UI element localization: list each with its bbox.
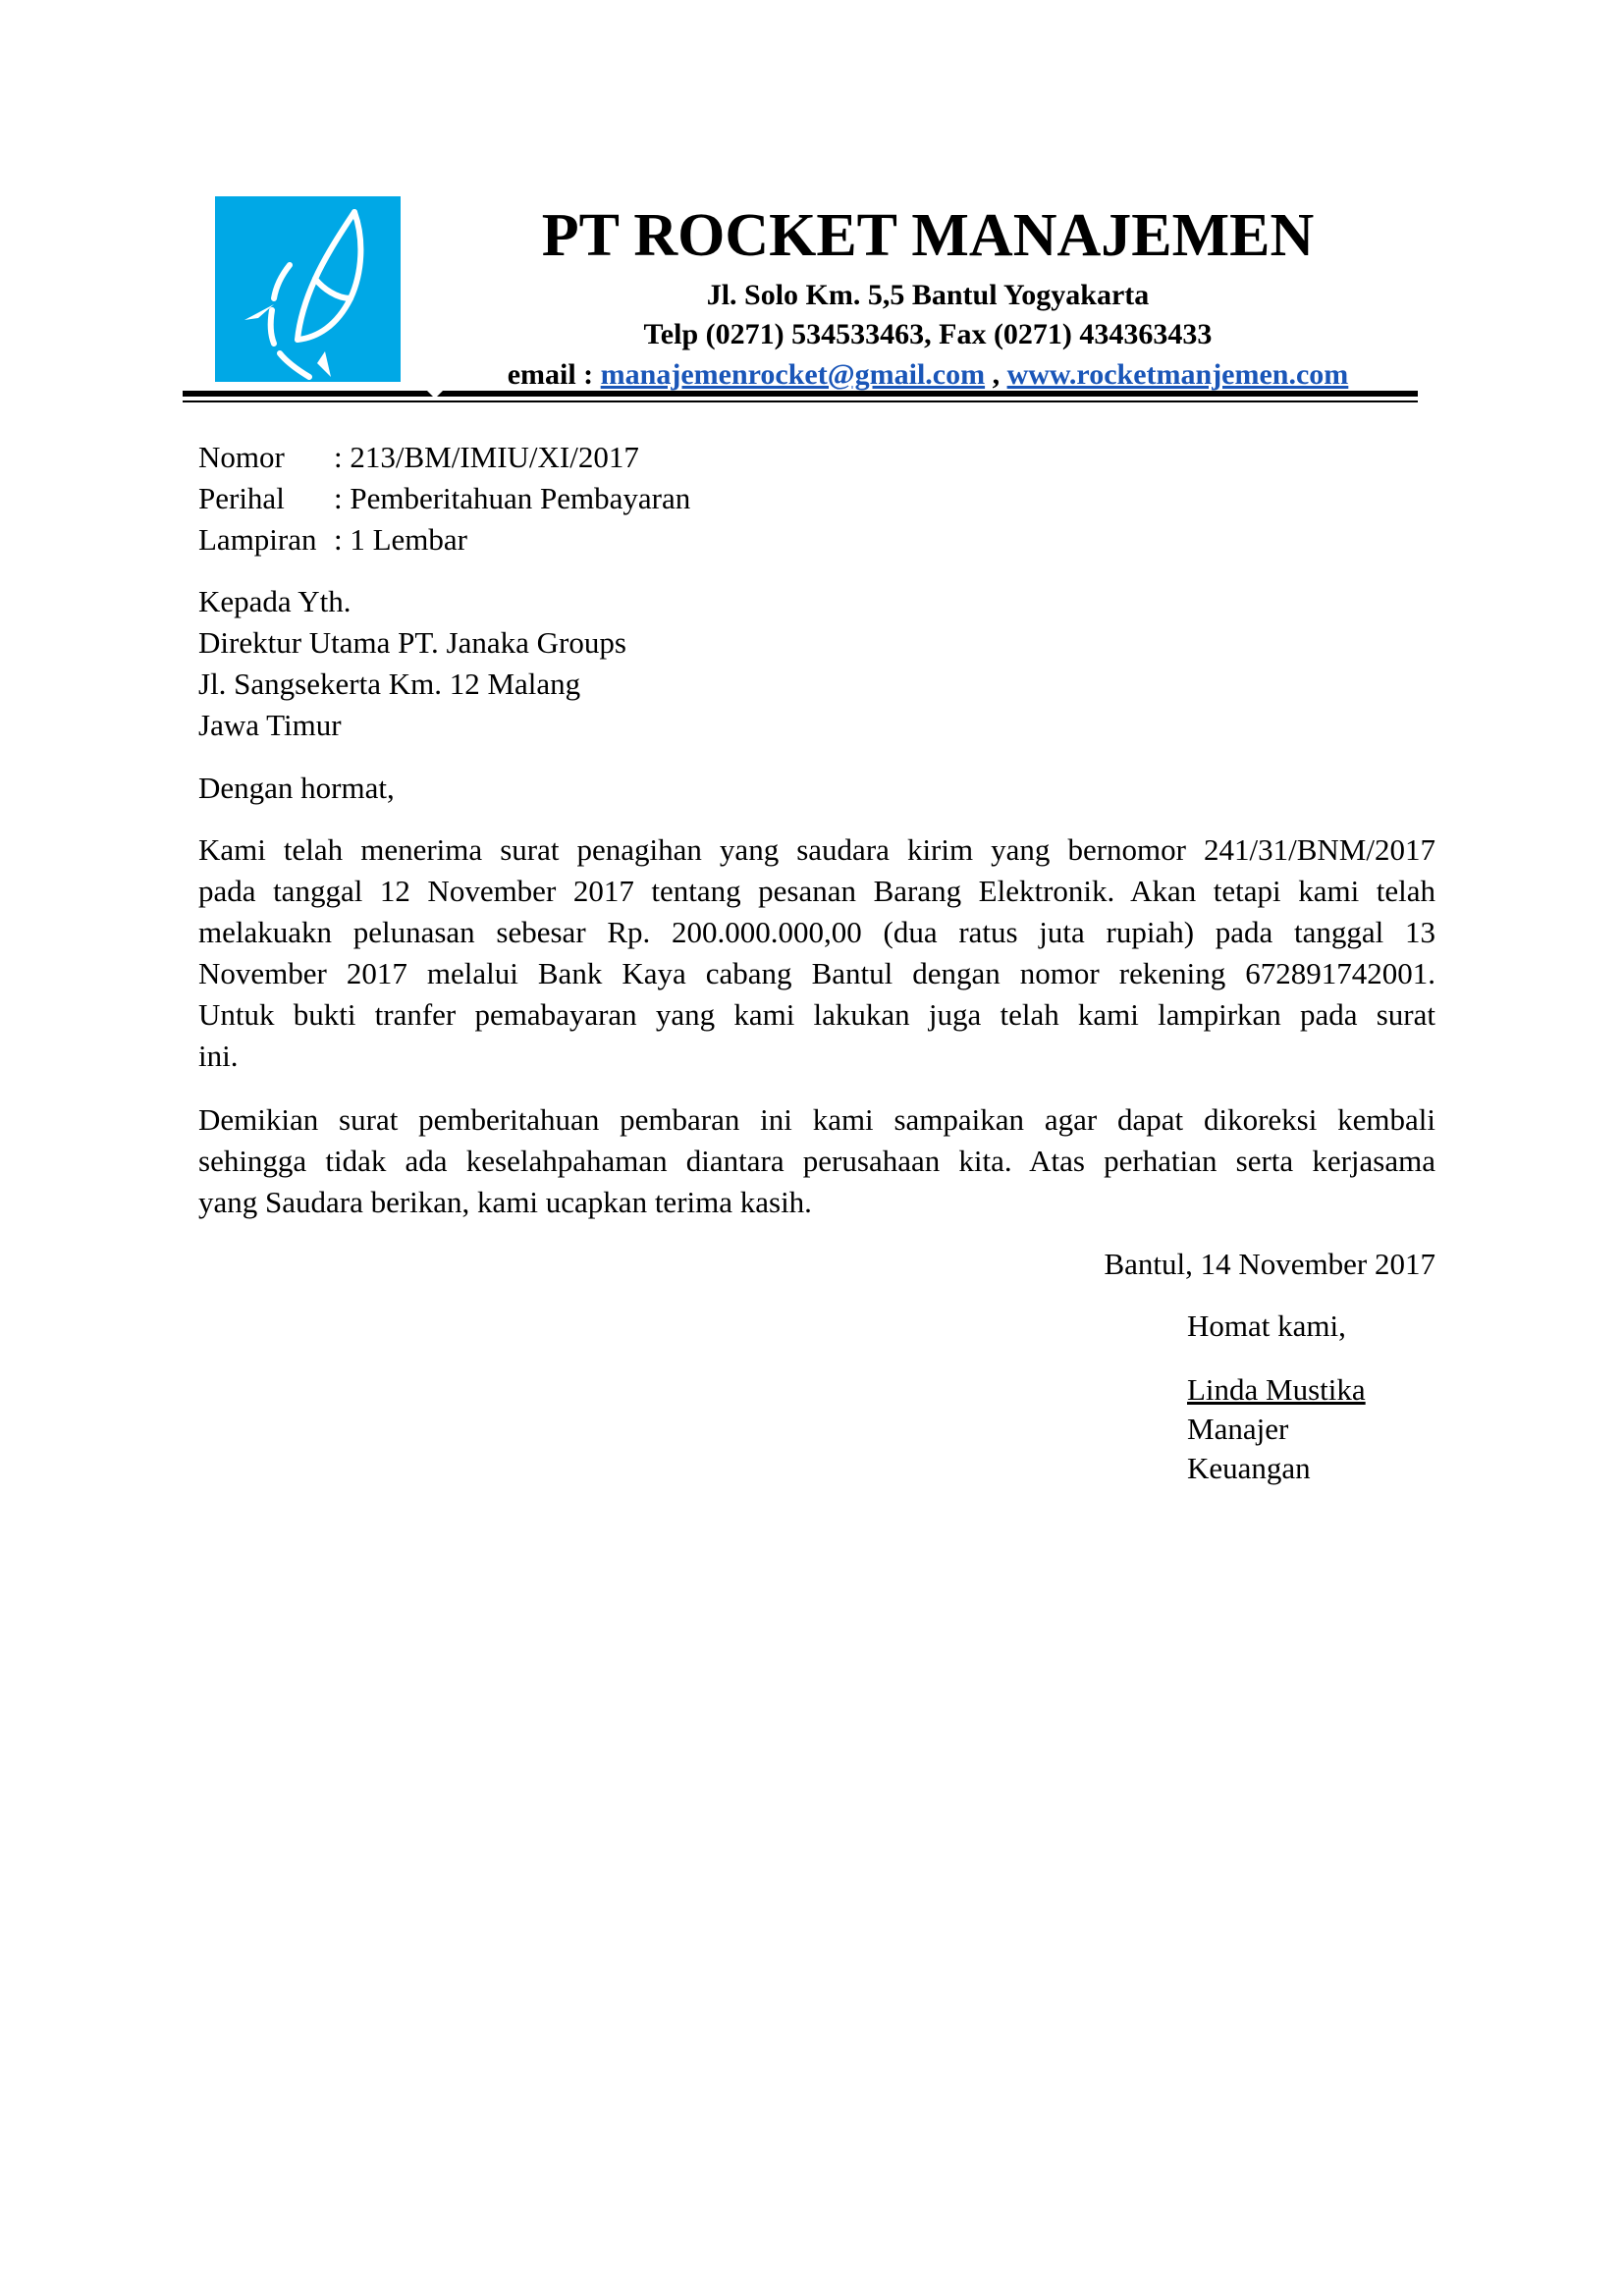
paragraph-line: pada tanggal 12 November 2017 tentang pesanan Barang Elektronik. Akan tetapi kami telah <box>198 874 1435 908</box>
company-phone-fax: Telp (0271) 534533463, Fax (0271) 434363433 <box>643 318 1213 350</box>
paragraph-line: November 2017 melalui Bank Kaya cabang Bantul dengan nomor rekening 672891742001. <box>198 956 1435 990</box>
company-address: Jl. Solo Km. 5,5 Bantul Yogyakarta <box>706 279 1150 311</box>
nomor-label: Nomor <box>198 440 285 474</box>
email-link[interactable]: manajemenrocket@gmail.com <box>600 358 986 391</box>
company-contact-line <box>412 356 1443 394</box>
recipient-name: Direktur Utama PT. Janaka Groups <box>198 625 626 660</box>
paragraph-line: Untuk bukti tranfer pemabayaran yang kami lakukan juga telah kami lampirkan pada surat <box>198 997 1435 1032</box>
contact-separator: , <box>992 358 1001 391</box>
email-label: email : <box>507 358 594 391</box>
recipient-street: Jl. Sangsekerta Km. 12 Malang <box>198 667 581 701</box>
perihal-label: Perihal <box>198 481 285 515</box>
paragraph-line: Demikian surat pemberitahuan pembaran ini kami sampaikan agar dapat dikoreksi kembali <box>198 1102 1435 1137</box>
body-paragraph-1 <box>198 829 1435 1077</box>
signer-title-line2: Keuangan <box>1187 1451 1311 1485</box>
rocket-logo-icon <box>215 196 401 382</box>
website-link[interactable]: www.rocketmanjemen.com <box>1006 358 1349 391</box>
paragraph-line: ini. <box>198 1039 239 1073</box>
signer-title-line1: Manajer <box>1187 1412 1289 1446</box>
perihal-value: : Pemberitahuan Pembayaran <box>334 481 691 515</box>
place-date: Bantul, 14 November 2017 <box>1104 1247 1435 1281</box>
letterhead-divider-thick <box>183 391 1418 397</box>
paragraph-line: yang Saudara berikan, kami ucapkan terima kasih. <box>198 1185 812 1219</box>
recipient-greeting: Kepada Yth. <box>198 584 352 618</box>
recipient-region: Jawa Timur <box>198 708 342 742</box>
divider-notch <box>426 390 444 399</box>
company-logo <box>215 196 401 382</box>
company-name: PT ROCKET MANAJEMEN <box>541 202 1315 269</box>
paragraph-line: Kami telah menerima surat penagihan yang saudara kirim yang bernomor 241/31/BNM/2017 <box>198 832 1435 867</box>
letterhead-divider-thin <box>183 400 1418 402</box>
paragraph-line: melakuakn pelunasan sebesar Rp. 200.000.000,00 (dua ratus juta rupiah) pada tanggal 13 <box>198 915 1435 949</box>
salutation: Dengan hormat, <box>198 771 395 805</box>
signer-name: Linda Mustika <box>1187 1372 1366 1407</box>
lampiran-label: Lampiran <box>198 522 317 557</box>
body-paragraph-2 <box>198 1099 1435 1223</box>
nomor-value: : 213/BM/IMIU/XI/2017 <box>334 440 639 474</box>
closing-regards: Homat kami, <box>1187 1308 1346 1343</box>
lampiran-value: : 1 Lembar <box>334 522 468 557</box>
paragraph-line: sehingga tidak ada keselahpahaman diantara perusahaan kita. Atas perhatian serta kerjasama <box>198 1144 1435 1178</box>
